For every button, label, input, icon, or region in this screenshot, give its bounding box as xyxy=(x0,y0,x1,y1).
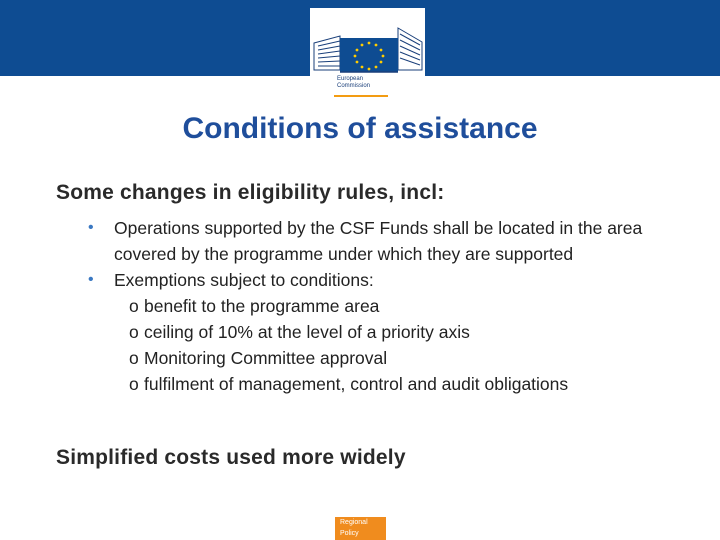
sub-bullet-item xyxy=(114,319,660,345)
sub-bullet-marker: o xyxy=(129,322,139,342)
sub-bullet-text: fulfilment of management, control and audit obligations xyxy=(144,374,569,394)
sub-bullet-marker: o xyxy=(129,296,139,316)
footer-line-2: Policy xyxy=(340,530,359,537)
logo-underline xyxy=(334,95,388,97)
bullet-marker: • xyxy=(88,271,94,288)
sub-bullet-item xyxy=(114,293,660,319)
bullet-marker: • xyxy=(88,219,94,236)
sub-bullet-text: Monitoring Committee approval xyxy=(144,348,388,368)
regional-policy-tag xyxy=(335,517,386,540)
bullet-item xyxy=(0,215,720,267)
logo-line-1: European xyxy=(337,76,364,82)
bullet-item xyxy=(0,267,720,397)
sub-bullet-item xyxy=(114,345,660,371)
logo-wordmark xyxy=(337,76,370,90)
sub-bullet-marker: o xyxy=(129,348,139,368)
sub-bullet-marker: o xyxy=(129,374,139,394)
sub-bullet-text: ceiling of 10% at the level of a priority axis xyxy=(144,322,470,342)
section-heading-eligibility: Some changes in eligibility rules, incl: xyxy=(56,181,445,204)
footer-line-1: Regional xyxy=(340,519,368,526)
berlaymont-logo-icon xyxy=(310,8,425,78)
bullet-text: Exemptions subject to conditions: xyxy=(114,270,374,290)
slide-title: Conditions of assistance xyxy=(182,112,538,145)
european-commission-logo xyxy=(310,8,425,100)
bullet-list xyxy=(0,215,720,397)
section-heading-simplified-costs: Simplified costs used more widely xyxy=(56,446,406,469)
sub-bullet-list xyxy=(114,293,660,397)
sub-bullet-text: benefit to the programme area xyxy=(144,296,380,316)
bullet-text: Operations supported by the CSF Funds shall be located in the area covered by the programme under which they are supported xyxy=(114,218,643,264)
logo-line-2: Commission xyxy=(337,83,371,89)
sub-bullet-item xyxy=(114,371,660,397)
